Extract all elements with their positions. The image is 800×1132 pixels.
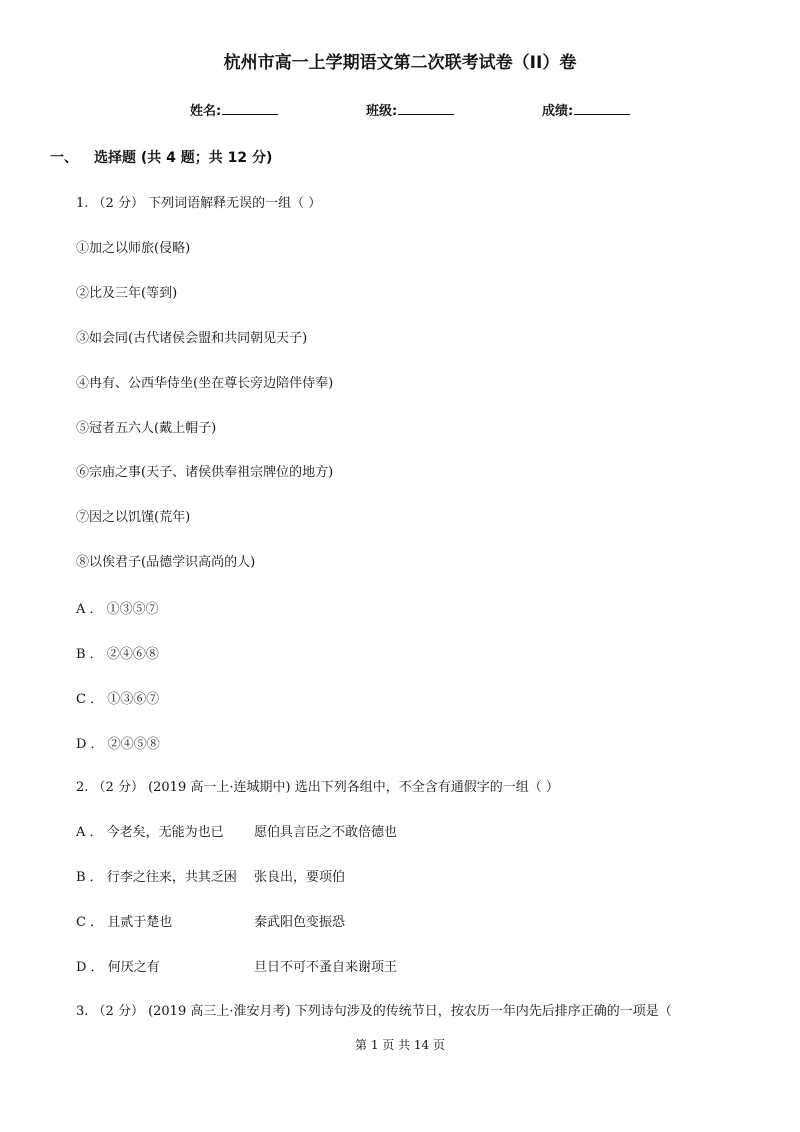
q2-option-c-left: C ． 且贰于楚也 (76, 915, 173, 930)
q2-option-a (76, 821, 397, 840)
q2-option-c-right: 秦武阳色变振恐 (254, 915, 346, 930)
section-number: 一、 (50, 150, 78, 166)
name-label: 姓名: (190, 104, 222, 119)
name-blank (222, 102, 278, 115)
q2-option-b-right: 张良出，要项伯 (254, 870, 346, 885)
q1-item: ③如会同(古代诸侯会盟和共同朝见天子) (76, 331, 308, 346)
score-field (542, 100, 630, 119)
question-2-stem: 2. （2 分） (2019 高一上·连城期中) 选出下列各组中，不全含有通假字的一组（ ） (76, 780, 559, 795)
score-label: 成绩: (542, 104, 574, 119)
q2-option-b (76, 866, 345, 885)
score-blank (574, 102, 630, 115)
q2-option-b-left: B ． 行李之往来，共其乏困 (76, 870, 237, 885)
q2-option-d (76, 956, 397, 975)
q1-item: ⑦因之以饥馑(荒年) (76, 510, 191, 525)
q1-option-b: B ． ②④⑥⑧ (76, 647, 159, 662)
class-label: 班级: (366, 104, 398, 119)
class-field (366, 100, 454, 119)
section-heading (50, 147, 272, 167)
q1-item: ②比及三年(等到) (76, 286, 178, 301)
section-title: 选择题 (共 4 题；共 12 分) (94, 150, 273, 166)
question-3-stem: 3. （2 分） (2019 高三上·淮安月考) 下列诗句涉及的传统节日，按农历一年内先后排序正确的一项是（ (76, 1004, 672, 1019)
question-1-stem: 1. （2 分） 下列词语解释无误的一组（ ） (76, 196, 322, 211)
q1-item: ④冉有、公西华侍坐(坐在尊长旁边陪伴侍奉) (76, 376, 334, 391)
q1-option-c: C ． ①③⑥⑦ (76, 692, 160, 707)
q2-option-d-left: D ． 何厌之有 (76, 960, 160, 975)
q1-item: ⑧以俟君子(品德学识高尚的人) (76, 555, 256, 570)
q1-item: ⑥宗庙之事(天子、诸侯供奉祖宗牌位的地方) (76, 465, 334, 480)
q2-option-a-left: A ． 今老矣，无能为也已 (76, 825, 224, 840)
exam-title: 杭州市高一上学期语文第二次联考试卷（II）卷 (223, 53, 577, 73)
q1-item: ①加之以师旅(侵略) (76, 241, 191, 256)
q2-option-c (76, 911, 345, 930)
page-footer: 第 1 页 共 14 页 (355, 1038, 445, 1052)
q1-option-a: A ． ①③⑤⑦ (76, 602, 159, 617)
name-field (190, 100, 278, 119)
q2-option-a-right: 愿伯具言臣之不敢倍德也 (254, 825, 398, 840)
q1-option-d: D ． ②④⑤⑧ (76, 737, 160, 752)
class-blank (398, 102, 454, 115)
q1-item: ⑤冠者五六人(戴上帽子) (76, 421, 217, 436)
q2-option-d-right: 旦日不可不蚤自来谢项王 (254, 960, 398, 975)
